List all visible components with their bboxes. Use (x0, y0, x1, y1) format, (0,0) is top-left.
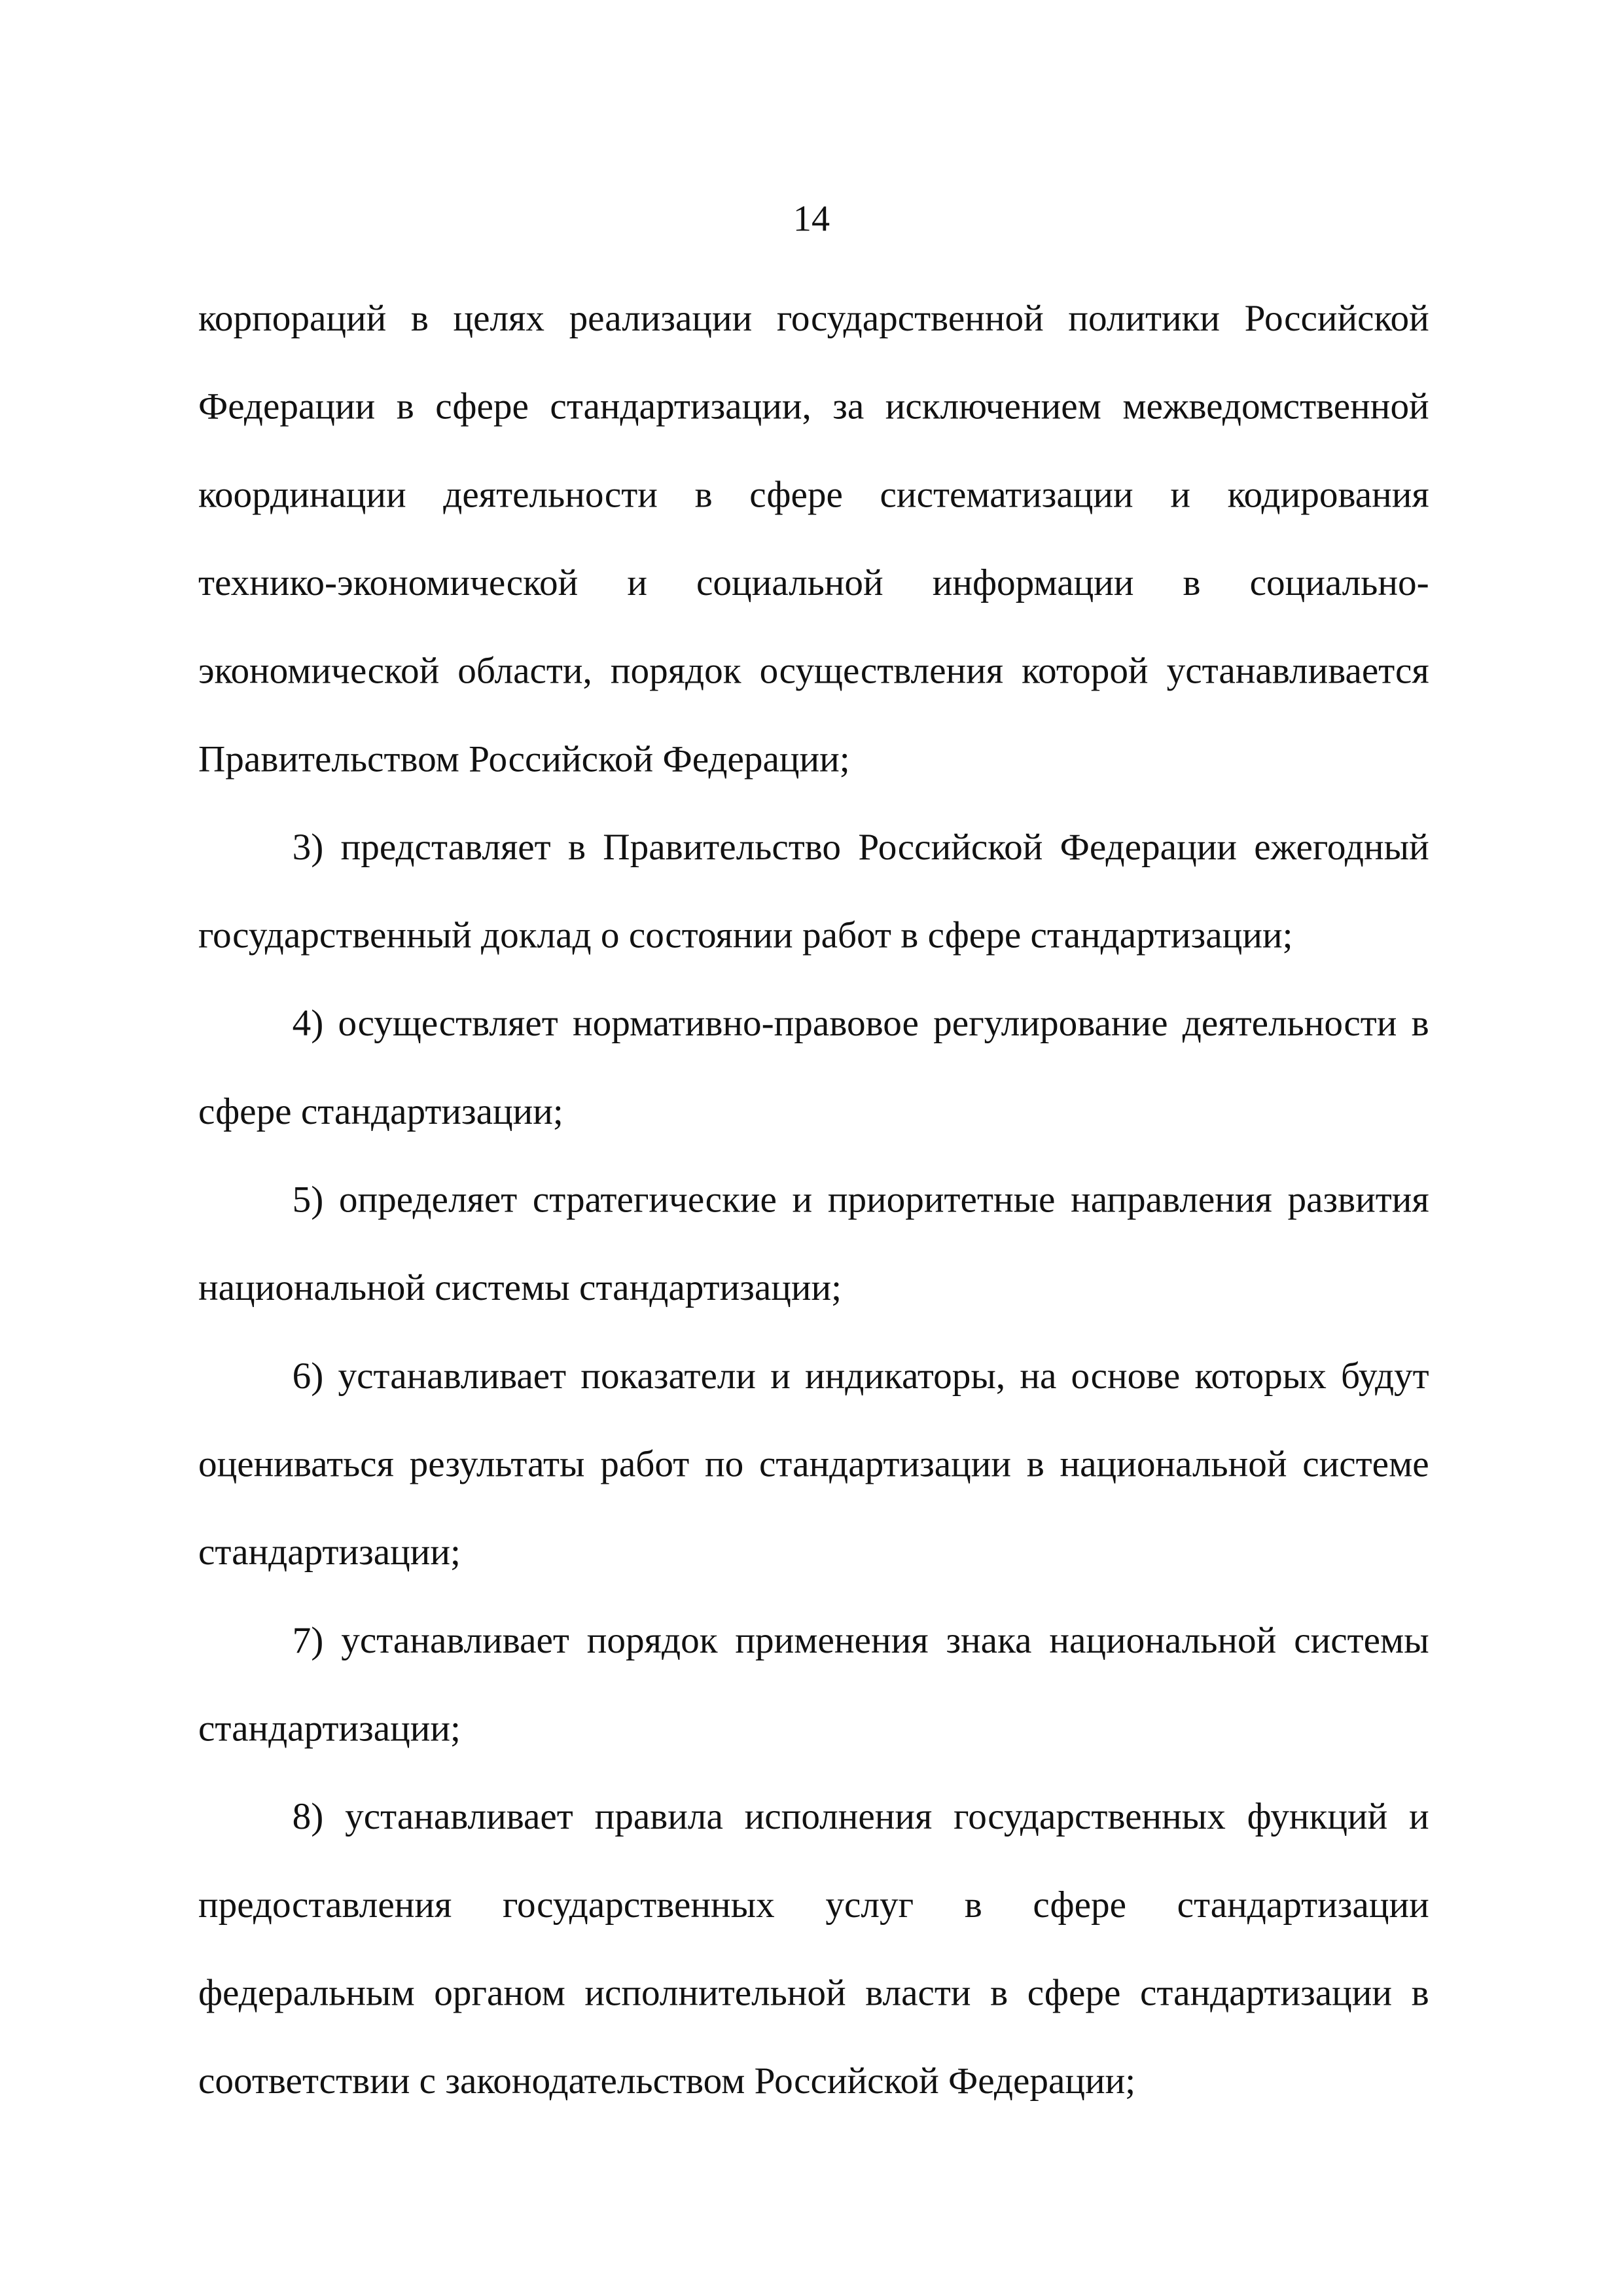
text-line: соответствии с законодательством Российской Федерации; (198, 2059, 1136, 2102)
paragraph-8-line: 8) устанавливает правила исполнения государственных функций и (292, 1795, 1429, 1838)
text-line: стандартизации; (198, 1530, 461, 1573)
text-line: стандартизации; (198, 1706, 461, 1749)
text-line: федеральным органом исполнительной власти в сфере стандартизации в (198, 1971, 1429, 2014)
paragraph-3-line: 3) представляет в Правительство Российской Федерации ежегодный (292, 825, 1429, 869)
text-line: технико-экономической и социальной информации в социально- (198, 561, 1429, 604)
paragraph-6-line: 6) устанавливает показатели и индикаторы, на основе которых будут (292, 1354, 1429, 1397)
text-line: Правительством Российской Федерации; (198, 737, 850, 780)
text-line: Федерации в сфере стандартизации, за исключением межведомственной (198, 385, 1429, 428)
paragraph-7-line: 7) устанавливает порядок применения знака национальной системы (292, 1619, 1429, 1662)
paragraph-4-line: 4) осуществляет нормативно-правовое регулирование деятельности в (292, 1001, 1429, 1045)
text-line: сфере стандартизации; (198, 1090, 563, 1133)
text-line: национальной системы стандартизации; (198, 1266, 842, 1309)
text-line: оцениваться результаты работ по стандартизации в национальной системе (198, 1442, 1429, 1485)
text-line: корпораций в целях реализации государственной политики Российской (198, 296, 1429, 340)
text-line: предоставления государственных услуг в сфере стандартизации (198, 1883, 1429, 1926)
text-line: экономической области, порядок осуществления которой устанавливается (198, 649, 1429, 692)
text-line: государственный доклад о состоянии работ в сфере стандартизации; (198, 913, 1293, 957)
text-line: координации деятельности в сфере систематизации и кодирования (198, 473, 1429, 516)
paragraph-5-line: 5) определяет стратегические и приоритетные направления развития (292, 1177, 1429, 1221)
page-number: 14 (793, 200, 830, 240)
